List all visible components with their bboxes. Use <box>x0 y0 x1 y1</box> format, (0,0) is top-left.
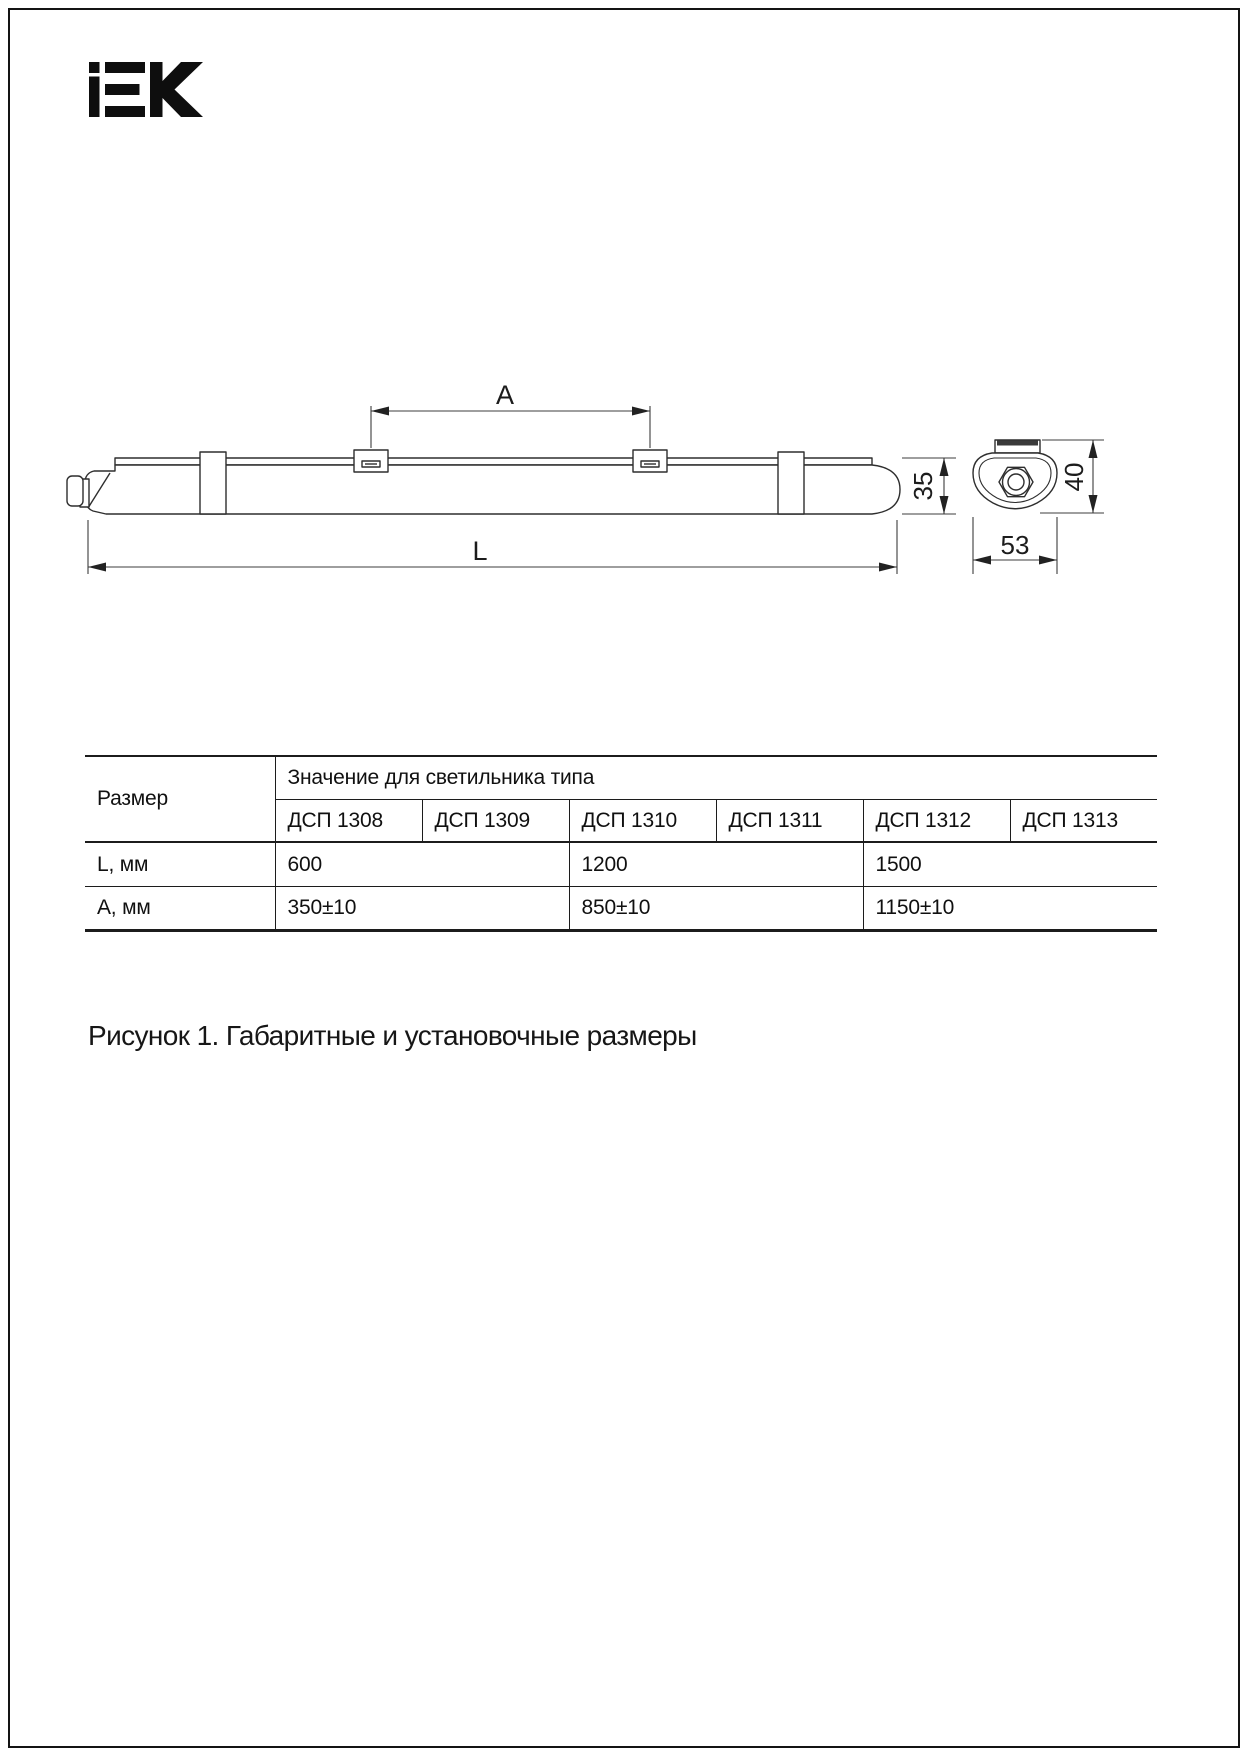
model-header-cell: ДСП 1311 <box>716 800 863 843</box>
model-header-cell: ДСП 1313 <box>1010 800 1157 843</box>
dim-label-a: A <box>495 380 515 410</box>
dimension-drawing <box>60 330 1180 590</box>
right-bracket <box>778 452 804 514</box>
value-cell: 1200 <box>569 842 863 887</box>
iek-logo <box>89 62 203 117</box>
value-cell: 1500 <box>863 842 1157 887</box>
model-header-cell: ДСП 1312 <box>863 800 1010 843</box>
left-bracket <box>200 452 226 514</box>
iek-logo-graphic <box>89 62 203 117</box>
luminaire-end-view <box>973 440 1057 509</box>
dim-label-35: 35 <box>908 471 938 501</box>
value-cell: 350±10 <box>275 887 569 931</box>
dim-label-l: L <box>472 536 488 566</box>
size-header-cell: Размер <box>85 756 275 842</box>
group-header-cell: Значение для светильника типа <box>275 756 1157 800</box>
model-header-cell: ДСП 1308 <box>275 800 422 843</box>
row-label: L, мм <box>85 842 275 887</box>
value-cell: 1150±10 <box>863 887 1157 931</box>
dim-label-53: 53 <box>1000 530 1030 560</box>
mounting-clip-left <box>354 450 388 472</box>
table-row-length <box>85 842 1157 887</box>
value-cell: 850±10 <box>569 887 863 931</box>
mounting-clip-right <box>633 450 667 472</box>
dimensions-table <box>85 755 1157 932</box>
value-cell: 600 <box>275 842 569 887</box>
dim-label-40: 40 <box>1059 462 1089 492</box>
model-header-cell: ДСП 1309 <box>422 800 569 843</box>
table-row-mounting <box>85 887 1157 931</box>
model-header-cell: ДСП 1310 <box>569 800 716 843</box>
row-label: А, мм <box>85 887 275 931</box>
figure-caption: Рисунок 1. Габаритные и установочные размеры <box>88 1020 697 1051</box>
luminaire-side-view <box>67 450 900 514</box>
